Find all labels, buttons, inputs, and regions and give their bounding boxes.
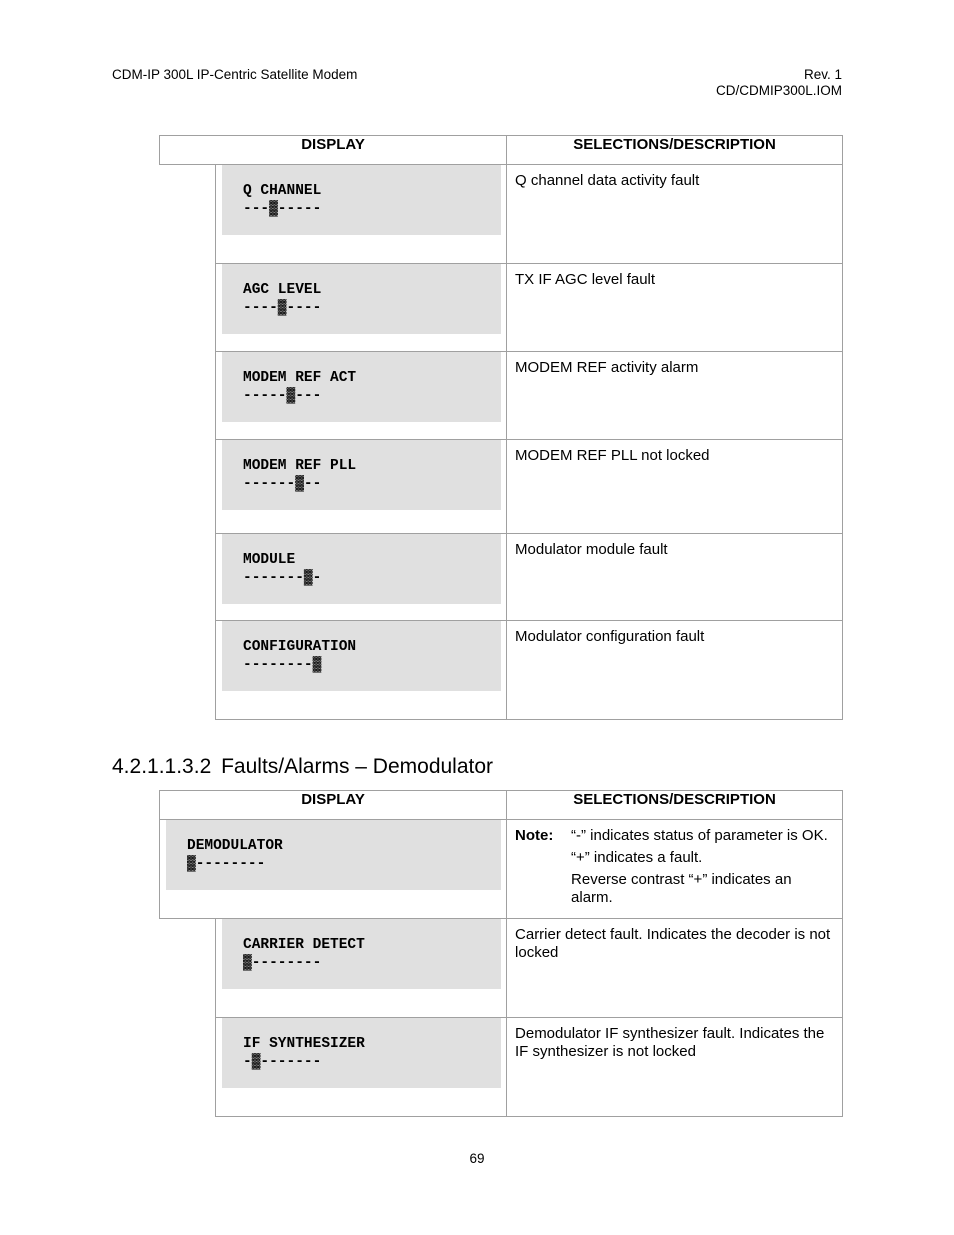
description-cell: TX IF AGC level fault [507, 264, 843, 352]
section-heading [112, 755, 493, 779]
description-cell: Modulator module fault [507, 534, 843, 621]
description-cell: MODEM REF PLL not locked [507, 440, 843, 534]
lcd-line-2: ---▓----- [243, 201, 322, 217]
note-line: “+” indicates a fault. [571, 849, 703, 866]
note-label: Note: [515, 827, 554, 844]
description-cell: Modulator configuration fault [507, 621, 843, 720]
description-column-header: SELECTIONS/DESCRIPTION [507, 791, 843, 820]
modulator-faults-table [159, 135, 843, 720]
lcd-display [222, 534, 501, 604]
table-row [160, 820, 843, 919]
lcd-display [222, 919, 501, 989]
description-cell: MODEM REF activity alarm [507, 352, 843, 440]
page-number: 69 [469, 1151, 485, 1166]
section-number: 4.2.1.1.3.2 [112, 755, 212, 778]
demodulator-faults-table [159, 790, 843, 1117]
note-line: Reverse contrast “+” indicates an alarm. [571, 871, 792, 906]
display-cell [216, 165, 507, 264]
lcd-line-2: ----▓---- [243, 300, 322, 316]
lcd-display [222, 621, 501, 691]
description-column-header: SELECTIONS/DESCRIPTION [507, 136, 843, 165]
note-cell [507, 820, 843, 919]
lcd-line-1: DEMODULATOR [187, 838, 283, 854]
table-row [160, 1018, 843, 1117]
table-row [160, 919, 843, 1018]
description-cell: Demodulator IF synthesizer fault. Indicates the IF synthesizer is not locked [507, 1018, 843, 1117]
lcd-display [166, 820, 501, 890]
table-row [160, 352, 843, 440]
display-cell [216, 534, 507, 621]
display-cell [160, 820, 507, 919]
lcd-line-1: CONFIGURATION [243, 639, 357, 655]
lcd-display [222, 264, 501, 334]
lcd-display [222, 165, 501, 235]
document-id: CD/CDMIP300L.IOM [715, 83, 842, 98]
lcd-line-1: IF SYNTHESIZER [243, 1036, 365, 1052]
lcd-line-2: --------▓ [243, 657, 322, 673]
lcd-line-1: MODEM REF ACT [243, 370, 357, 386]
display-column-header: DISPLAY [160, 791, 507, 820]
table-row [160, 264, 843, 352]
lcd-line-2: -------▓- [243, 570, 322, 586]
lcd-display [222, 352, 501, 422]
display-cell [216, 352, 507, 440]
table-row [160, 440, 843, 534]
lcd-line-1: MODULE [243, 552, 296, 568]
lcd-display [222, 1018, 501, 1088]
display-cell [216, 440, 507, 534]
table-row [160, 534, 843, 621]
display-cell [216, 621, 507, 720]
lcd-display [222, 440, 501, 510]
lcd-line-2: ------▓-- [243, 476, 322, 492]
revision-block [716, 67, 842, 99]
lcd-line-2: ▓-------- [187, 856, 266, 872]
section-title: Faults/Alarms – Demodulator [221, 755, 494, 778]
display-cell [216, 1018, 507, 1117]
display-cell [216, 919, 507, 1018]
revision-label: Rev. 1 [803, 67, 842, 82]
lcd-line-2: -----▓--- [243, 388, 322, 404]
lcd-line-1: Q CHANNEL [243, 183, 322, 199]
lcd-line-1: MODEM REF PLL [243, 458, 357, 474]
document-title: CDM-IP 300L IP-Centric Satellite Modem [112, 67, 358, 82]
lcd-line-1: CARRIER DETECT [243, 937, 365, 953]
description-cell: Carrier detect fault. Indicates the decoder is not locked [507, 919, 843, 1018]
lcd-line-1: AGC LEVEL [243, 282, 322, 298]
lcd-line-2: ▓-------- [243, 955, 322, 971]
table-row [160, 621, 843, 720]
display-cell [216, 264, 507, 352]
display-column-header: DISPLAY [160, 136, 507, 165]
lcd-line-2: -▓------- [243, 1054, 322, 1070]
table-row [160, 165, 843, 264]
description-cell: Q channel data activity fault [507, 165, 843, 264]
note-line: “-” indicates status of parameter is OK. [571, 827, 828, 844]
